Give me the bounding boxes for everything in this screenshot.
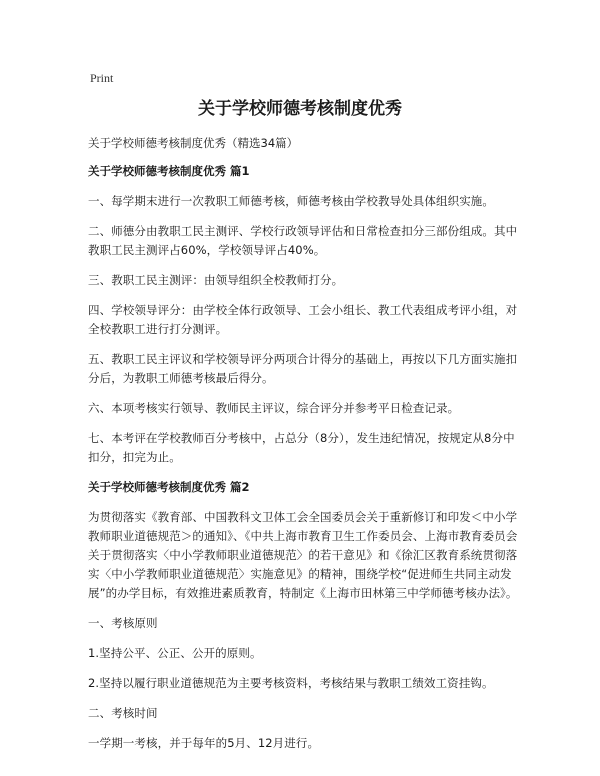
paragraph: 七、本考评在学校教师百分考核中，占总分（8分），发生违纪情况，按规定从8分中扣分，扣完为止。 <box>88 431 515 464</box>
paragraph: 1.坚持公平、公正、公开的原则。 <box>88 646 262 660</box>
paragraph: 二、师德分由教职工民主测评、学校行政领导评估和日常检查扣分三部份组成。其中教职工民主测评占60%，学校领导评占40%。 <box>88 224 518 257</box>
paragraph: 2.坚持以履行职业道德规范为主要考核资料，考核结果与教职工绩效工资挂钩。 <box>88 676 494 690</box>
section-heading: 关于学校师德考核制度优秀 篇2 <box>88 480 250 494</box>
paragraph: 六、本项考核实行领导、教师民主评议，综合评分并参考平日检查记录。 <box>88 401 460 415</box>
paragraph: 一、每学期末进行一次教职工师德考核，师德考核由学校教导处具体组织实施。 <box>88 194 494 208</box>
section-heading: 关于学校师德考核制度优秀 篇1 <box>88 164 250 178</box>
paragraph: 一学期一考核，并于每年的5月、12月进行。 <box>88 736 320 750</box>
paragraph: 为贯彻落实《教育部、中国教科文卫体工会全国委员会关于重新修订和印发＜中小学教师职业道德规范＞的通知》、《中共上海市教育卫生工作委员会、上海市教育委员会关于贯彻落实〈中小学教师职业道德规范〉的若干意见》和《徐汇区教育系统贯彻落实〈中小学教师职业道德规范〉实施意见》的精神，围绕学校“促进师生共同主动发展”的办学目标，有效推进素质教育，特制定《上海市田林第三中学师德考核办法》。 <box>88 510 518 600</box>
section-2 <box>88 478 520 753</box>
paragraph: 二、考核时间 <box>88 706 158 720</box>
paragraph: 一、考核原则 <box>88 616 158 630</box>
print-link[interactable]: Print <box>90 71 114 85</box>
paragraph: 四、学校领导评分：由学校全体行政领导、工会小组长、教工代表组成考评小组，对全校教职工进行打分测评。 <box>88 303 518 336</box>
paragraph: 五、教职工民主评议和学校领导评分两项合计得分的基础上，再按以下几方面实施扣分后，为教职工师德考核最后得分。 <box>88 352 518 385</box>
section-1 <box>88 162 520 467</box>
page-title: 关于学校师德考核制度优秀 <box>198 99 402 119</box>
paragraph: 三、教职工民主测评：由领导组织全校教师打分。 <box>88 273 344 287</box>
document-subtitle: 关于学校师德考核制度优秀（精选34篇） <box>88 136 299 150</box>
